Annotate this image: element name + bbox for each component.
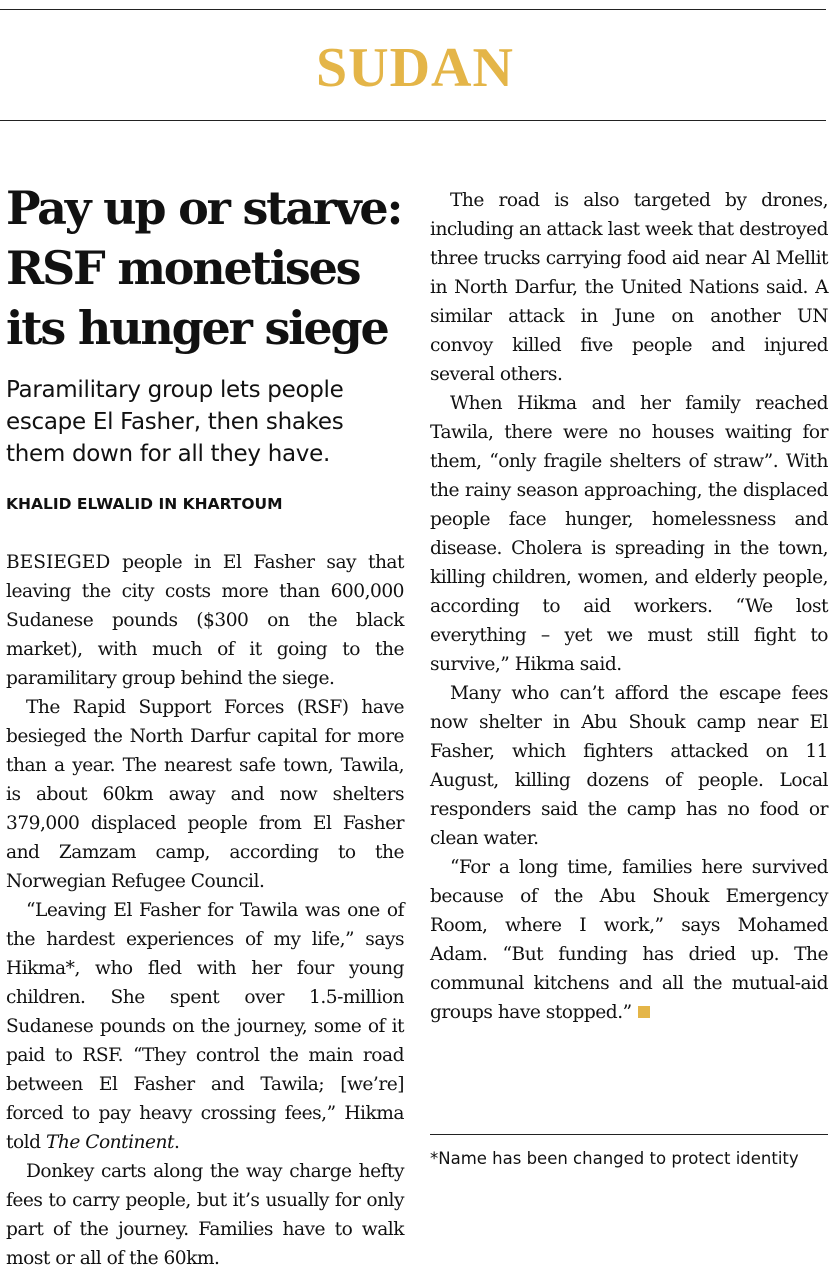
section-bottom-rule bbox=[0, 120, 826, 121]
section-title: SUDAN bbox=[316, 37, 514, 99]
body-paragraph-4: Donkey carts along the way charge hefty fees to carry people, but it’s usually for only part of the journey. Families have to walk most or all of the 60km. bbox=[6, 1161, 404, 1269]
body-paragraph-5: The road is also targeted by drones, including an attack last week that destroyed three trucks carrying food aid near Al Mellit in North Darfur, the United Nations said. A similar attack in June on another UN convoy killed five people and injured several others. bbox=[430, 190, 828, 385]
left-column bbox=[6, 178, 404, 1273]
body-paragraph-6: When Hikma and her family reached Tawila, there were no houses waiting for them, “only fragile shelters of straw”. With the rainy season approaching, the displaced people face hunger, homelessness and disease. Cholera is spreading in the town, killing children, women, and elderly people, according to aid workers. “We lost everything – yet we must still fight to survive,” Hikma said. bbox=[430, 393, 828, 675]
paragraph-1-text: people in El Fasher say that leaving the city costs more than 600,000 Sudanese pounds ($300 on the black market), with much of it going to the paramilitary group behind the siege. bbox=[6, 552, 404, 689]
body-paragraph-7: Many who can’t afford the escape fees now shelter in Abu Shouk camp near El Fasher, which fighters attacked on 11 August, killing dozens of people. Local responders said the camp has no food or clean water. bbox=[430, 683, 828, 849]
standfirst: Paramilitary group lets people escape El Fasher, then shakes them down for all they have. bbox=[6, 377, 344, 467]
footnote: *Name has been changed to protect identity bbox=[430, 1149, 799, 1168]
body-paragraph-1 bbox=[6, 548, 404, 693]
paragraph-3-end: . bbox=[173, 1132, 180, 1153]
headline: Pay up or starve: RSF monetises its hunger siege bbox=[6, 181, 402, 355]
body-paragraph-8 bbox=[430, 853, 828, 1027]
section-top-rule bbox=[0, 9, 826, 10]
publication-name: The Continent bbox=[45, 1132, 174, 1153]
end-of-article-mark bbox=[638, 1006, 650, 1018]
paragraph-8-text: “For a long time, families here survived because of the Abu Shouk Emergency Room, where I work,” says Mohamed Adam. “But funding has dried up. The communal kitchens and all the mutual-aid groups have stopped.” bbox=[430, 857, 828, 1023]
right-column bbox=[430, 186, 828, 1027]
byline: KHALID ELWALID IN KHARTOUM bbox=[6, 495, 283, 513]
footnote-rule bbox=[430, 1134, 828, 1135]
lead-in-caps: BESIEGED bbox=[6, 552, 111, 573]
body-paragraph-2: The Rapid Support Forces (RSF) have besieged the North Darfur capital for more than a year. The nearest safe town, Tawila, is about 60km away and now shelters 379,000 displaced people from El Fasher and Zamzam camp, according to the Norwegian Refugee Council. bbox=[6, 697, 404, 892]
body-paragraph-3 bbox=[6, 896, 404, 1157]
paragraph-3-text: “Leaving El Fasher for Tawila was one of the hardest experiences of my life,” says Hikma*, who fled with her four young children. She spent over 1.5-million Sudanese pounds on the journey, some of it paid to RSF. “They control the main road between El Fasher and Tawila; [we’re] forced to pay heavy crossing fees,” Hikma told bbox=[6, 900, 404, 1153]
